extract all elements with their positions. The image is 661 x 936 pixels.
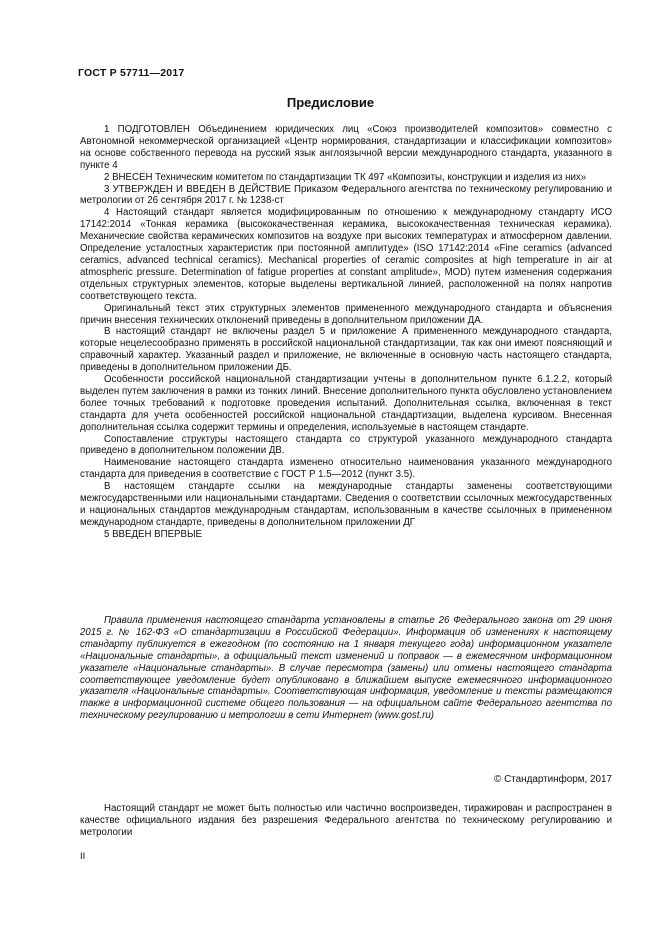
preface-paragraph-references: В настоящем стандарте ссылки на международные стандарты заменены соответствующими межгосударственными или национальными стандартами. Сведения о соответствии ссылочных межгосударственных и национальных стандартов международным стандартам, использованным в качестве ссылочных в примененном международном стандарте, приведены в дополнительном приложении ДГ [80,481,612,528]
preface-item-2: 2 ВНЕСЕН Техническим комитетом по стандартизации ТК 497 «Композиты, конструкции и изделия из них» [104,171,587,183]
preface-paragraph-title-change: Наименование настоящего стандарта изменено относительно наименования указанного международного стандарта для приведения в соответствие с ГОСТ Р 1.5—2012 (пункт 3.5). [80,457,612,481]
preface-item-5: 5 ВВЕДЕН ВПЕРВЫЕ [104,528,203,540]
preface-title: Предисловие [286,95,375,110]
preface-item-1: 1 ПОДГОТОВЛЕН Объединением юридических лиц «Союз производителей композитов» совместно с Автономной некоммерческой организацией «Центр нормирования, стандартизации и классификации композитов» на основе собственного перевода на русский язык англоязычной версии международного стандарта, указанного в пункте 4 [80,124,612,171]
rules-notice [80,615,612,722]
rules-notice-text: Правила применения настоящего стандарта установлены в статье 26 Федерального закона от 29 июня 2015 г. № 162-ФЗ «О стандартизации в Российской Федерации». Информация об изменениях к настоящему стандарту публикуется в ежегодном (по состоянию на 1 января текущего года) информационном указателе «Национальные стандарты», а официальный текст изменений и поправок — в ежемесячном информационном указателе «Национальные стандарты». В случае пересмотра (замены) или отмены настоящего стандарта соответствующее уведомление будет опубликовано в ближайшем выпуске ежемесячного информационного указателя «Национальные стандарты». Соответствующая информация, уведомление и тексты размещаются также в информационной системе общего пользования — на официальном сайте Федерального агентства по техническому регулированию и метрологии в сети Интернет (www.gost.ru) [80,615,612,722]
reproduction-notice [80,803,612,839]
standard-code: ГОСТ Р 57711—2017 [78,67,185,79]
page-number: II [80,851,86,862]
preface-item-4: 4 Настоящий стандарт является модифицированным по отношению к международному стандарту ИСО 17142:2014 «Тонкая керамика (высококачественная керамика, высококачественная техническая керамика). Механические свойства керамических композитов на воздухе при высоких температурах и атмосферном давлении. Определение усталостных характеристик при постоянной амплитуде» (ISO 17142:2014 «Fine ceramics (advanced ceramics, advanced technical ceramics). Mechanical properties of ceramic composites at high temperature in air at atmospheric pressure. Determination of fatigue properties at constant amplitude», MOD) путем изменения содержания отдельных структурных элементов, которые выделены вертикальной линией, расположенной на полях напротив соответствующего текста. [80,207,612,302]
preface-body [80,124,612,541]
preface-paragraph-original-text: Оригинальный текст этих структурных элементов примененного международного стандарта и объяснения причин внесения технических отклонений приведены в дополнительном приложении ДА. [80,302,612,326]
preface-item-3: 3 УТВЕРЖДЕН И ВВЕДЕН В ДЕЙСТВИЕ Приказом Федерального агентства по техническому регулированию и метрологии от 26 сентября 2017 г. № 1238-ст [80,183,612,207]
preface-paragraph-structure-comparison: Сопоставление структуры настоящего стандарта со структурой указанного международного стандарта приведено в дополнительном положении ДВ. [80,433,612,457]
reproduction-notice-text: Настоящий стандарт не может быть полностью или частично воспроизведен, тиражирован и распространен в качестве официального издания без разрешения Федерального агентства по техническому регулированию и метрологии [80,803,612,838]
preface-paragraph-national-features: Особенности российской национальной стандартизации учтены в дополнительном пункте 6.1.2.2, который выделен путем заключения в рамки из тонких линий. Внесение дополнительного пункта обусловлено установлением более точных требований к подготовке проведения испытаний. Дополнительная ссылка, включенная в текст стандарта для учета особенностей российской национальной стандартизации, выделена курсивом. Внесенная дополнительная ссылка содержит термины и определения, используемые в настоящем стандарте. [80,374,612,433]
preface-paragraph-excluded-sections: В настоящий стандарт не включены раздел 5 и приложение А примененного международного стандарта, которые нецелесообразно применять в российской национальной стандартизации, так как они имеют поясняющий и справочный характер. Указанный раздел и приложение, не включенные в основную часть настоящего стандарта, приведены в дополнительном приложении ДБ. [80,326,612,374]
copyright-notice: © Стандартинформ, 2017 [494,774,612,785]
